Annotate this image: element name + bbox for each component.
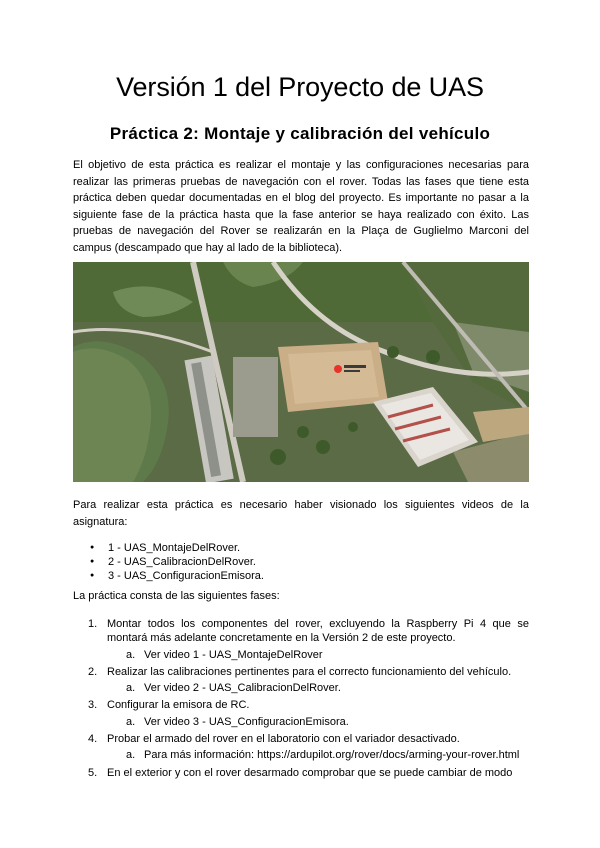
sub-step-letter: a.: [126, 749, 136, 762]
step-text: Configurar la emisora de RC.: [107, 699, 250, 712]
sub-step-letter: a.: [126, 648, 136, 661]
phases-intro-paragraph: La práctica consta de las siguientes fases:: [73, 590, 280, 602]
sub-step-text: Para más información: https://ardupilot.org/rover/docs/arming-your-rover.html: [144, 749, 520, 762]
list-item: [88, 732, 529, 763]
step-number: 1.: [88, 618, 98, 630]
sub-step-letter: a.: [126, 715, 136, 728]
sub-step: [107, 648, 529, 662]
sub-step: [107, 748, 529, 762]
sub-step-text: Ver video 3 - UAS_ConfiguracionEmisora.: [144, 715, 349, 728]
video-list: [90, 541, 264, 584]
satellite-map-graphic: [73, 262, 529, 482]
sub-step-text: Ver video 1 - UAS_MontajeDelRover: [144, 648, 323, 661]
list-item: [88, 617, 529, 662]
step-number: 2.: [88, 665, 98, 678]
video-intro-paragraph: Para realizar esta práctica es necesario haber visionado los siguientes videos de la asignatura:: [73, 499, 529, 528]
intro-paragraph: El objetivo de esta práctica es realizar el montaje y las configuraciones necesarias para realizar las primeras pruebas de navegación con el rover. Todas las fases que tiene esta práctica deben quedar documentadas en el blog del proyecto. Es importante no pasar a la siguiente fase de la práctica hasta que la fase anterior se haya realizado con éxito. Las pruebas de navegación del Rover se realizarán en la Plaça de Guglielmo Marconi del campus (descampado que hay al lado de la biblioteca).: [73, 159, 529, 254]
step-text: Montar todos los componentes del rover, excluyendo la Raspberry Pi 4 que se montará más adelante concretamente en la Versión 2 de este proyecto.: [107, 618, 529, 645]
satellite-map-image: [73, 262, 529, 482]
list-item: [88, 698, 529, 729]
list-item: ● 3 - UAS_ConfiguracionEmisora.: [90, 569, 264, 583]
sub-step: [107, 681, 529, 695]
list-item: ● 1 - UAS_MontajeDelRover.: [90, 541, 264, 555]
step-number: 4.: [88, 733, 98, 746]
section-title: Práctica 2: Montaje y calibración del vehículo: [109, 124, 491, 143]
sub-step: [107, 715, 529, 729]
list-item: [88, 665, 529, 696]
phase-list: [88, 617, 529, 783]
list-item: [88, 766, 529, 780]
step-text: Realizar las calibraciones pertinentes para el correcto funcionamiento del vehículo.: [107, 665, 512, 678]
document-title: Versión 1 del Proyecto de UAS: [116, 72, 484, 102]
sub-step-text: Ver video 2 - UAS_CalibracionDelRover.: [144, 682, 341, 695]
list-item: ● 2 - UAS_CalibracionDelRover.: [90, 555, 264, 569]
sub-step-letter: a.: [126, 682, 136, 695]
step-number: 5.: [88, 766, 98, 779]
step-text: En el exterior y con el rover desarmado comprobar que se puede cambiar de modo: [107, 766, 513, 779]
step-text: Probar el armado del rover en el laboratorio con el variador desactivado.: [107, 733, 460, 746]
step-number: 3.: [88, 699, 98, 712]
